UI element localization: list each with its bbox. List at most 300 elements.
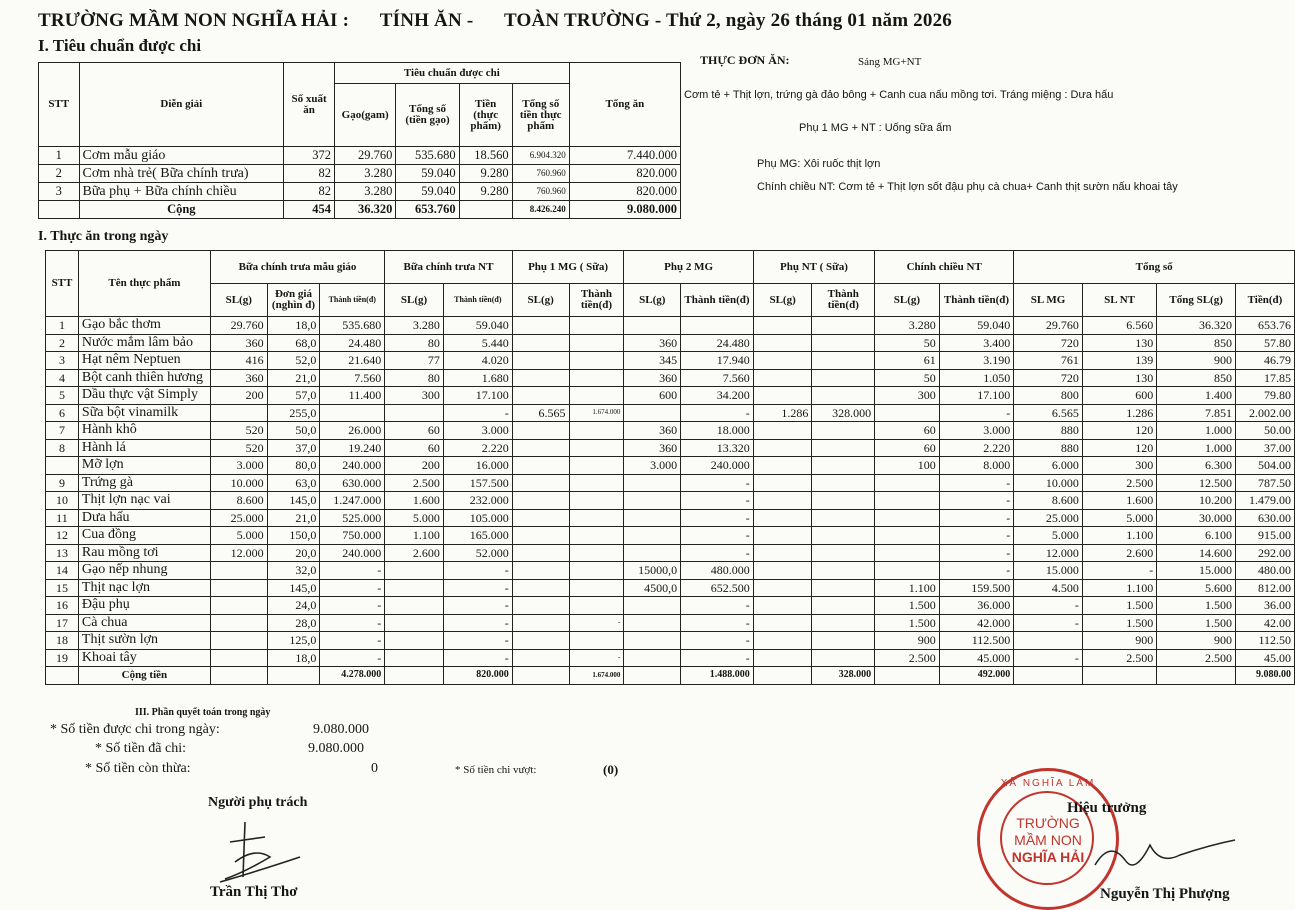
cell: 105.000 [443,509,512,527]
cell: 17.85 [1236,369,1295,387]
cell: 300 [875,387,940,405]
cell: 1.100 [385,527,444,545]
cell: 360 [624,369,681,387]
page-title [38,10,978,32]
cell [812,317,875,335]
table-row [46,614,1295,632]
cell: Nước mắm lâm bảo [78,334,210,352]
cell: - [320,579,385,597]
cell: 12.000 [1014,544,1083,562]
cell [812,597,875,615]
cell-tong: 59.040 [396,165,459,183]
total-gao: 36.320 [335,201,396,219]
cell: - [939,544,1014,562]
cell [812,544,875,562]
cell [624,474,681,492]
sub-sl: SL(g) [210,284,267,317]
cell-so: 82 [284,183,335,201]
cell: 12 [46,527,79,545]
cell: 6 [46,404,79,422]
total-p1: 1.674.000 [569,667,624,685]
cell [753,632,812,650]
cell-tien: 9.280 [459,183,512,201]
cell [812,509,875,527]
cell: 5.000 [1014,527,1083,545]
cell: 15.000 [1157,562,1236,580]
cell: - [681,474,754,492]
cell: 416 [210,352,267,370]
cell [512,317,569,335]
cell: 24,0 [267,597,320,615]
cell: 504.00 [1236,457,1295,475]
table-row [46,334,1295,352]
sub-tong-sl: Tổng SL(g) [1157,284,1236,317]
cell: 7.560 [320,369,385,387]
summary-label: * Số tiền đã chi: [95,741,186,756]
cell: 812.00 [1236,579,1295,597]
menu-title: THỰC ĐƠN ĂN: [700,53,790,67]
cell: 14.600 [1157,544,1236,562]
cell: 3.280 [875,317,940,335]
cell: 292.00 [1236,544,1295,562]
summary-value: 9.080.000 [313,722,369,737]
cell: 36.320 [1157,317,1236,335]
cell: 112.500 [939,632,1014,650]
cell: 25.000 [1014,509,1083,527]
cell-gao: 3.280 [335,165,396,183]
cell: 328.000 [812,404,875,422]
cell: 4 [46,369,79,387]
cell: 125,0 [267,632,320,650]
cell [812,527,875,545]
cell: 52.000 [443,544,512,562]
cell: 37,0 [267,439,320,457]
cell: 19.240 [320,439,385,457]
cell: 1.286 [1082,404,1156,422]
sub-tien: Tiền(đ) [1236,284,1295,317]
cell: Gạo nếp nhung [78,562,210,580]
table-row [46,369,1295,387]
cell: 2.500 [1082,649,1156,667]
cell: 360 [624,334,681,352]
cell [624,614,681,632]
cell: 7.851 [1157,404,1236,422]
cell: 5.600 [1157,579,1236,597]
sub-dg: Đơn giá (nghìn đ) [267,284,320,317]
cell [681,317,754,335]
cell [812,579,875,597]
cell [210,614,267,632]
cell [875,544,940,562]
cell: 8 [46,439,79,457]
cell [512,597,569,615]
cell-tien: 9.280 [459,165,512,183]
cell: 18 [46,632,79,650]
cell: 4.500 [1014,579,1083,597]
cell [210,649,267,667]
cell [624,544,681,562]
cell: 3.000 [939,422,1014,440]
table-row [46,439,1295,457]
cell: 900 [1157,632,1236,650]
cell: Đậu phụ [78,597,210,615]
cell: 24.480 [320,334,385,352]
cell: - [443,562,512,580]
cell: 1.479.00 [1236,492,1295,510]
cell: 1.050 [939,369,1014,387]
col-p2: Phụ 2 MG [624,251,753,284]
cell: 345 [624,352,681,370]
cell: 57,0 [267,387,320,405]
cell: Thịt sườn lợn [78,632,210,650]
col-ten: Tên thực phẩm [78,251,210,317]
cell: 525.000 [320,509,385,527]
sub-sl: SL(g) [753,284,812,317]
cell-tong: 59.040 [396,183,459,201]
cell: 900 [875,632,940,650]
cell: - [320,562,385,580]
table-row [46,474,1295,492]
summary-value: (0) [603,762,619,777]
cell: - [939,509,1014,527]
cell: 6.000 [1014,457,1083,475]
cell [624,632,681,650]
cell [385,632,444,650]
cell: 12.500 [1157,474,1236,492]
cell [512,632,569,650]
cell [210,579,267,597]
cell [385,562,444,580]
cell-gao: 3.280 [335,183,396,201]
table-row [39,147,681,165]
cell [210,597,267,615]
cell: 1.100 [875,579,940,597]
cell: - [1014,597,1083,615]
cell: 29.760 [210,317,267,335]
stamp-top: XÃ NGHĨA LÂM [1000,778,1096,789]
cell [512,369,569,387]
cell: 720 [1014,369,1083,387]
cell-name: Cơm mẫu giáo [79,147,284,165]
cell: 1.600 [1082,492,1156,510]
total-tong: 9.080.00 [1236,667,1295,685]
cell [385,579,444,597]
cell [812,492,875,510]
cell-tp: 760.960 [512,165,569,183]
cell: 52,0 [267,352,320,370]
cell: 16 [46,597,79,615]
cell [569,544,624,562]
cell: Rau mồng tơi [78,544,210,562]
cell [812,439,875,457]
cell [753,317,812,335]
cell: 130 [1082,334,1156,352]
cell: - [681,544,754,562]
total-label: Cộng [79,201,284,219]
cell [569,334,624,352]
cell: 520 [210,439,267,457]
cell: - [569,649,624,667]
cell [875,404,940,422]
cell: 28,0 [267,614,320,632]
cell: 37.00 [1236,439,1295,457]
cell: 360 [624,439,681,457]
cell: 3.000 [443,422,512,440]
title-date: TOÀN TRƯỜNG - Thứ 2, ngày 26 tháng 01 năm 2026 [503,10,952,31]
cell: Bột canh thiên hương [78,369,210,387]
cell: - [320,614,385,632]
cell-so: 82 [284,165,335,183]
cell [569,457,624,475]
cell: 46.79 [1236,352,1295,370]
cell: Dưa hấu [78,509,210,527]
cell: 720 [1014,334,1083,352]
table-row [46,492,1295,510]
cell: 480.00 [1236,562,1295,580]
title-label: TÍNH ĂN - [379,10,474,31]
cell: Sữa bột vinamilk [78,404,210,422]
cell [753,387,812,405]
cell: 60 [875,439,940,457]
cell: 34.200 [681,387,754,405]
cell: 3.190 [939,352,1014,370]
cell: - [681,509,754,527]
cell: 20,0 [267,544,320,562]
cell: 200 [385,457,444,475]
cell: 50,0 [267,422,320,440]
cell-stt: 1 [39,147,80,165]
cell: 6.100 [1157,527,1236,545]
table-row [46,509,1295,527]
cell: 59.040 [443,317,512,335]
cell [812,422,875,440]
cell [624,492,681,510]
menu-sub: Sáng MG+NT [858,56,922,68]
cell: 13.320 [681,439,754,457]
table-row [46,544,1295,562]
sub-sl: SL(g) [385,284,444,317]
cell: 18,0 [267,649,320,667]
sub-tt: Thành tiền(đ) [812,284,875,317]
section3-title: III. Phần quyết toán trong ngày [135,707,271,718]
cell [753,562,812,580]
cell: 50 [875,334,940,352]
cell [624,527,681,545]
cell [753,352,812,370]
cell: 3.000 [210,457,267,475]
cell: 1.500 [1082,597,1156,615]
cell: 600 [1082,387,1156,405]
cell [753,527,812,545]
cell: 42.000 [939,614,1014,632]
col-mg: Bữa chính trưa mẫu giáo [210,251,384,284]
cell [624,509,681,527]
total-tp: 8.426.240 [512,201,569,219]
cell: - [939,474,1014,492]
cell: 8.600 [1014,492,1083,510]
cell: 26.000 [320,422,385,440]
cell: 80 [385,334,444,352]
cell [875,492,940,510]
cell [1014,632,1083,650]
cell: - [443,614,512,632]
cell [569,492,624,510]
cell: 1.000 [1157,439,1236,457]
cell: - [681,527,754,545]
cell [812,457,875,475]
cell: 630.00 [1236,509,1295,527]
sub-sl-nt: SL NT [1082,284,1156,317]
cell: 5.000 [1082,509,1156,527]
cell [812,649,875,667]
cell [512,562,569,580]
cell [210,404,267,422]
cell: 77 [385,352,444,370]
sub-tt: Thành tiền(đ) [681,284,754,317]
cell: 1.600 [385,492,444,510]
cell: 17 [46,614,79,632]
cell [569,387,624,405]
total-label: Cộng tiền [78,667,210,685]
cell: 360 [210,334,267,352]
sub-sl: SL(g) [624,284,681,317]
cell: 915.00 [1236,527,1295,545]
cell [569,562,624,580]
cell: 6.565 [1014,404,1083,422]
cell: 15000,0 [624,562,681,580]
cell [753,614,812,632]
cell: 112.50 [1236,632,1295,650]
cell: 850 [1157,369,1236,387]
cell: 1 [46,317,79,335]
cell-name: Cơm nhà trẻ( Bữa chính trưa) [79,165,284,183]
summary-value: 9.080.000 [308,741,364,756]
cell [812,369,875,387]
cell: 240.000 [681,457,754,475]
stamp-line: MẦM NON [1014,832,1082,848]
cell [569,509,624,527]
cell: 2.220 [443,439,512,457]
cell-so: 372 [284,147,335,165]
total-mg: 4.278.000 [320,667,385,685]
cell: 240.000 [320,457,385,475]
cell: 24.480 [681,334,754,352]
cell [812,387,875,405]
cell: 2 [46,334,79,352]
cell: - [681,404,754,422]
cell-an: 820.000 [569,183,680,201]
cell [512,439,569,457]
food-table [45,250,1295,685]
cell-tien: 18.560 [459,147,512,165]
cell: 200 [210,387,267,405]
cell: 2.500 [1082,474,1156,492]
cell: 3 [46,352,79,370]
cell: 130 [1082,369,1156,387]
cell [210,632,267,650]
sub-sl: SL(g) [875,284,940,317]
cell-stt: 2 [39,165,80,183]
cell-stt: 3 [39,183,80,201]
table-row [46,317,1295,335]
table-row [46,527,1295,545]
cell: 29.760 [1014,317,1083,335]
cell: 100 [875,457,940,475]
cell: - [569,614,624,632]
cell: 880 [1014,422,1083,440]
cell [569,422,624,440]
cell: - [681,614,754,632]
cell [753,369,812,387]
cell: 9 [46,474,79,492]
cell: - [681,492,754,510]
cell: Thịt nạc lợn [78,579,210,597]
cell: - [443,404,512,422]
sub-tt: Thành tiền(đ) [443,284,512,317]
cell: 800 [1014,387,1083,405]
cell [512,422,569,440]
summary-value: 0 [371,761,378,776]
cell [875,474,940,492]
table-row [39,165,681,183]
cell [753,334,812,352]
cell: - [681,649,754,667]
cell: 535.680 [320,317,385,335]
cell: 15.000 [1014,562,1083,580]
cell [512,649,569,667]
total-pnt: 328.000 [812,667,875,685]
cell: 80 [385,369,444,387]
sub-tt: Thành tiền(đ) [320,284,385,317]
left-sign-title: Người phụ trách [208,795,308,810]
cell: - [681,632,754,650]
cell [385,404,444,422]
sub-tt: Thành tiền(đ) [939,284,1014,317]
cell-gao: 29.760 [335,147,396,165]
col-nt: Bữa chính trưa NT [385,251,513,284]
cell [320,404,385,422]
cell [875,562,940,580]
cell [753,422,812,440]
cell [753,544,812,562]
cell: Gạo bắc thơm [78,317,210,335]
cell: Dầu thực vật Simply [78,387,210,405]
cell: 1.400 [1157,387,1236,405]
cell: - [939,492,1014,510]
cell: 2.002.00 [1236,404,1295,422]
sub-tt: Thành tiền(đ) [569,284,624,317]
cell: 2.600 [385,544,444,562]
cell: 360 [210,369,267,387]
cell: 150,0 [267,527,320,545]
cell: 21,0 [267,509,320,527]
cell: 600 [624,387,681,405]
cell [875,509,940,527]
cell: Hành lá [78,439,210,457]
cell: 5 [46,387,79,405]
cell [812,632,875,650]
cell: 50.00 [1236,422,1295,440]
cell: 42.00 [1236,614,1295,632]
cell: 10.000 [210,474,267,492]
total-an: 9.080.000 [569,201,680,219]
cell: 12.000 [210,544,267,562]
signature-mark [1090,835,1240,880]
cell: 60 [385,422,444,440]
cell: Hành khô [78,422,210,440]
col-tong: Tổng số [1014,251,1295,284]
cell: 300 [1082,457,1156,475]
